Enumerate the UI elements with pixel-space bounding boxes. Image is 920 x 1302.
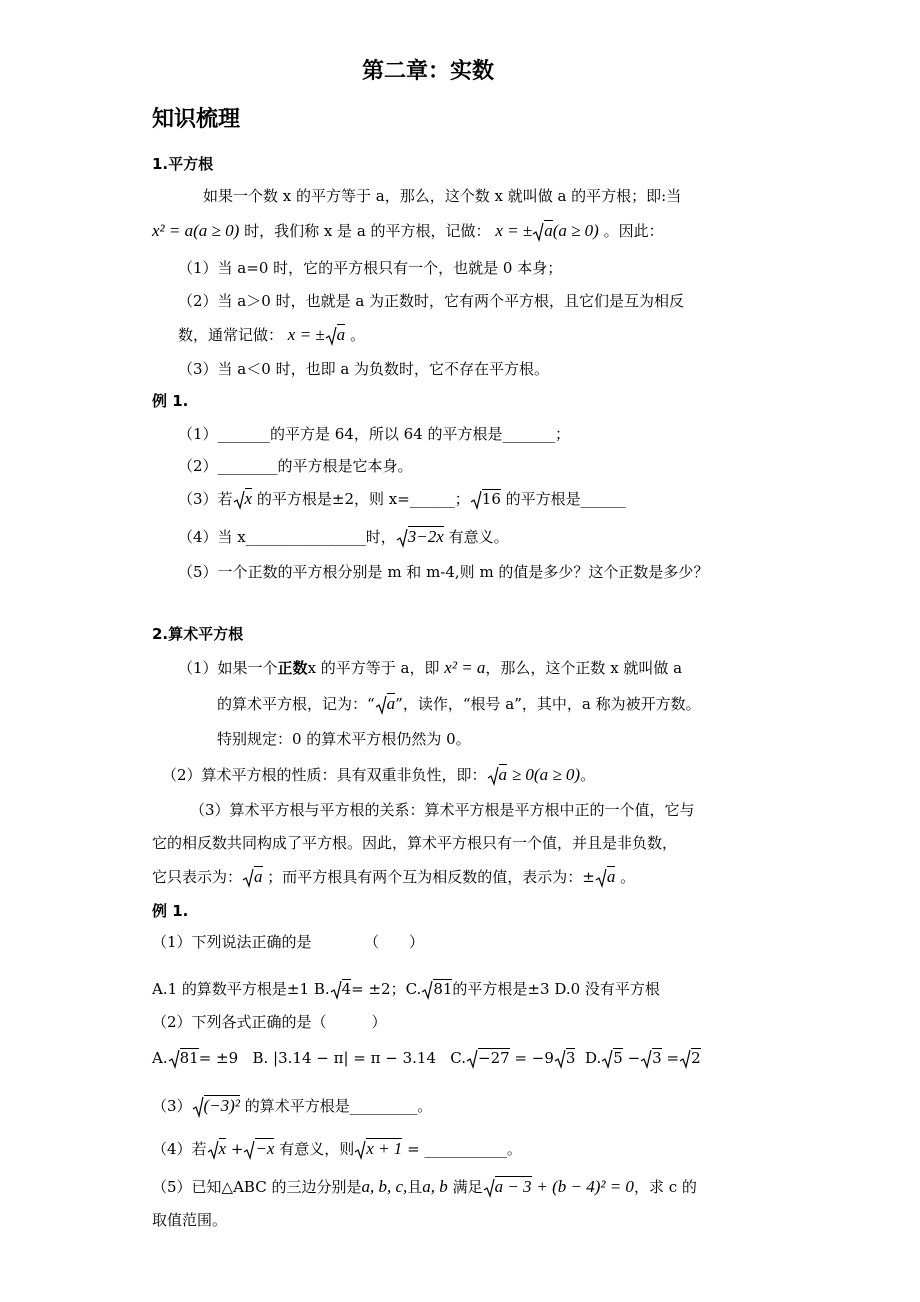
text: （3）若 [178,490,233,508]
text: ”，读作，“根号 a”，其中，a 称为被开方数。 [395,695,701,713]
s2-paragraph-5: （3）算术平方根与平方根的关系：算术平方根是平方根中正的一个值，它与 [190,801,695,819]
formula: a, b, c, [361,1177,408,1196]
ex1-question-3 [178,489,626,510]
option-c: C. [450,1049,467,1067]
s1-paragraph-1: 如果一个数 x 的平方等于 a，那么，这个数 x 就叫做 a 的平方根；即:当 [203,187,682,205]
radicand: 5 [613,1049,623,1067]
radical-icon [601,1049,613,1069]
s2-paragraph-4 [162,765,595,786]
radicand: a [606,867,616,886]
text: 满足 [452,1178,483,1196]
radical-icon [595,868,607,888]
radical-icon [483,1178,495,1198]
text: ，那么，这个正数 x 就叫做 a [485,659,683,677]
ex2-question-3 [152,1096,432,1118]
option-a: A.1 的算数平方根是±1 [152,980,310,998]
s1-paragraph-2 [152,221,664,242]
radicand: −27 [478,1049,510,1067]
formula: x² = a(a ≥ 0) [152,221,240,240]
ex1-question-1: （1）_______的平方是 64，所以 64 的平方根是_______； [178,425,571,443]
radical-icon [396,528,408,548]
radicand: x + 1 [366,1139,403,1158]
option-b: B. [252,1049,269,1067]
radicand: 16 [481,490,501,508]
radical-icon [375,695,387,715]
radicand: 81 [433,980,453,998]
text: 。 [620,868,636,886]
text: x 的平方等于 a，即 [307,659,440,677]
radical-icon [554,1049,566,1069]
ex1-question-5: （5）一个正数的平方根分别是 m 和 m-4,则 m 的值是多少？这个正数是多少？ [178,563,709,581]
formula: a, b [422,1177,448,1196]
formula: x = ± [495,221,533,240]
formula: + (b − 4)² = 0 [536,1177,634,1196]
radicand: (−3)² [203,1096,240,1115]
radicand: a [498,765,508,784]
s2-paragraph-6: 它的相反数共同构成了平方根。因此，算术平方根只有一个值，并且是非负数， [152,834,678,852]
radicand: a − 3 [494,1177,532,1196]
radical-icon [421,980,433,1000]
s2-paragraph-1 [178,658,682,678]
emphasis: 正数 [277,659,308,677]
ex2-question-4 [152,1139,522,1160]
text: （4）当 x________________时， [178,528,396,546]
formula: x² = a [444,658,486,677]
radicand: 4 [341,980,352,998]
radical-icon [330,980,342,1000]
radical-icon [168,1049,180,1069]
text: 的平方根是±2，则 x=______； [256,490,470,508]
example-1-label: 例 1. [152,392,189,410]
ex2-question-5-cont: 取值范围。 [152,1211,228,1229]
radicand: a [336,325,346,344]
text: 有意义。 [448,528,509,546]
s1-case-2: （2）当 a＞0 时，也就是 a 为正数时，它有两个平方根，且它们是互为相反 [178,292,685,310]
text: = ±9 [198,1049,239,1067]
radical-icon [243,1140,255,1160]
radical-icon [487,766,499,786]
text: 。因此： [603,222,664,240]
option-d: D. [585,1049,602,1067]
formula: |3.14 − π| = π − 3.14 [273,1049,436,1067]
radical-icon [192,1096,204,1118]
formula: (a ≥ 0) [552,221,599,240]
text: 的平方根是______ [505,490,626,508]
text: ；而平方根具有两个互为相反数的值，表示为：± [267,868,595,886]
text: （5）已知△ABC 的三边分别是 [152,1178,362,1196]
option-d: D.0 没有平方根 [554,980,660,998]
text: ，求 c 的 [633,1178,697,1196]
ex1-question-4 [178,527,509,548]
text: + [230,1140,244,1158]
section-heading: 知识梳理 [152,107,241,132]
ex2-q2-options [152,1048,701,1069]
text: = [666,1049,680,1067]
radical-icon [354,1140,366,1160]
text: 。 [580,766,596,784]
s1-case-3: （3）当 a＜0 时，也即 a 为负数时，它不存在平方根。 [178,360,550,378]
ex2-question-2: （2）下列各式正确的是（ ） [152,1013,387,1031]
text: （4）若 [152,1140,207,1158]
text: 有意义，则 [279,1140,355,1158]
radical-icon [242,868,254,888]
s2-paragraph-7 [152,867,635,888]
radical-icon [679,1049,691,1069]
text: 数，通常记做： [178,326,284,344]
radical-icon [233,490,245,510]
radical-icon [532,222,544,242]
s2-paragraph-3: 特别规定：0 的算术平方根仍然为 0。 [217,730,471,748]
radicand: 3 [565,1049,576,1067]
text: （3） [152,1097,192,1115]
radical-icon [325,326,337,346]
radicand: x [244,489,253,508]
square-root-heading: 1.平方根 [152,155,214,173]
s1-case-2-cont [178,325,365,346]
arithmetic-root-heading: 2.算术平方根 [152,625,244,643]
text: 时，我们称 x 是 a 的平方根，记做： [244,222,491,240]
radicand: 3−2x [407,527,444,546]
text: 它只表示为： [152,868,243,886]
radicand: x [218,1139,227,1158]
ex1-question-2: （2）________的平方根是它本身。 [178,457,413,475]
radicand: −x [255,1139,275,1158]
text: − [627,1049,641,1067]
radicand: a [386,694,396,713]
example-2-label: 例 1. [152,902,189,920]
radicand: 3 [652,1049,662,1067]
text: = ___________。 [407,1140,522,1158]
option-a: A. [152,1049,168,1067]
text: 的算术平方根是_________。 [244,1097,433,1115]
text: = ±2；C. [351,980,422,998]
radical-icon [207,1140,219,1160]
formula: x = ± [287,325,325,344]
text: 的平方根是±3 [452,980,550,998]
text: 的算术平方根，记为：“ [217,695,375,713]
radical-icon [640,1049,652,1069]
text: = −9 [514,1049,554,1067]
ex2-question-1: （1）下列说法正确的是 （ ） [152,933,425,951]
radical-icon [466,1049,478,1069]
radicand: 2 [691,1049,701,1067]
ex2-q1-options [152,979,660,1000]
formula: ≥ 0(a ≥ 0) [511,765,581,784]
page-title: 第二章：实数 [362,59,495,84]
s1-case-1: （1）当 a=0 时，它的平方根只有一个，也就是 0 本身； [178,259,563,277]
radical-icon [470,490,482,510]
option-b: B. [313,980,330,998]
text: 。 [349,326,365,344]
radicand: a [254,867,263,886]
radicand: 81 [179,1049,199,1067]
radicand: a [544,221,553,240]
text: 且 [407,1178,423,1196]
ex2-question-5 [152,1177,697,1198]
text: （2）算术平方根的性质：具有双重非负性，即： [162,766,487,784]
s2-paragraph-2 [217,694,701,715]
text: （1）如果一个 [178,659,278,677]
